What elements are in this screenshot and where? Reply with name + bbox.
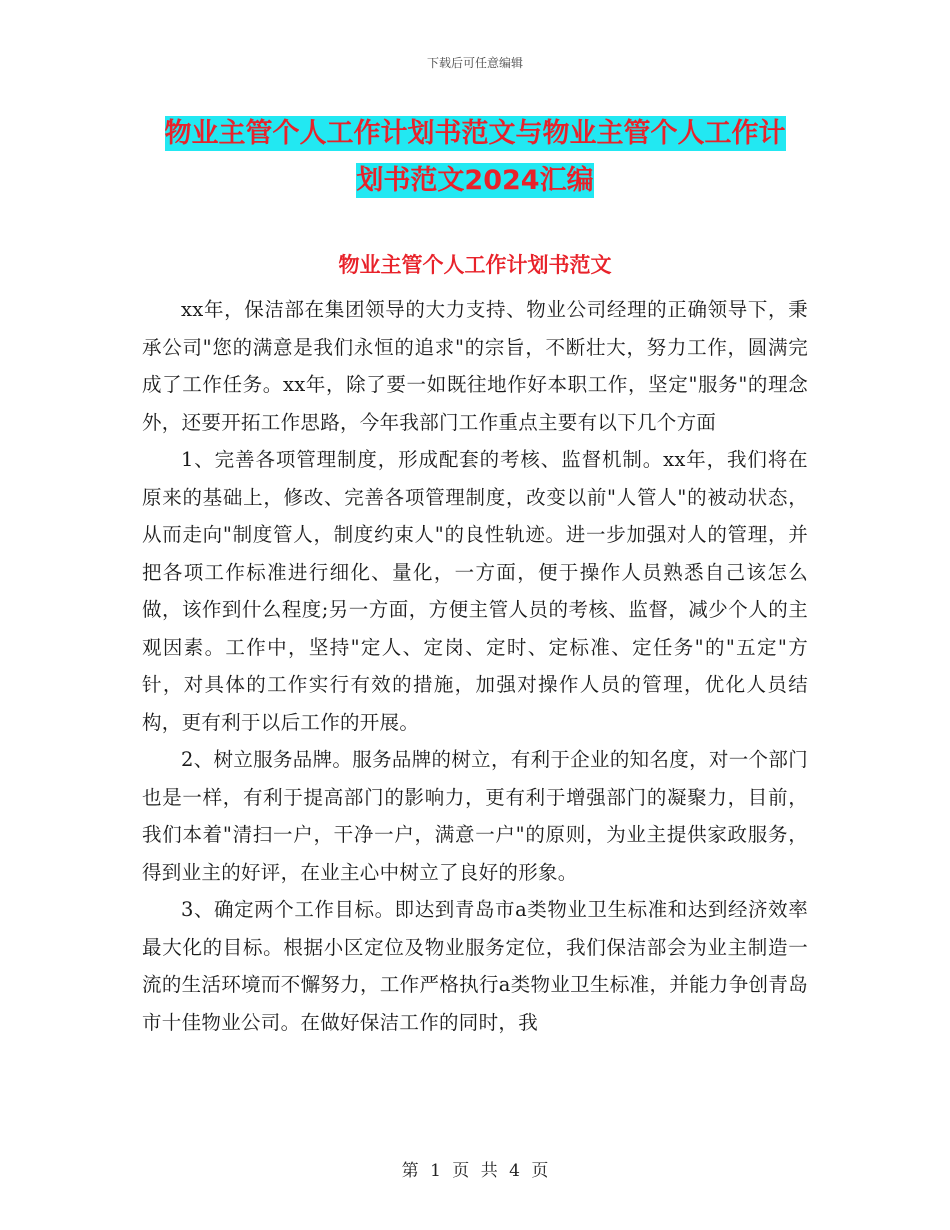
title-line-2: 划书范文2024汇编 — [356, 165, 594, 196]
document-body — [142, 291, 808, 1041]
page-footer: 第 1 页 共 4 页 — [401, 1161, 549, 1181]
document-title — [140, 110, 810, 204]
title-line-1: 物业主管个人工作计划书范文与物业主管个人工作计 — [164, 118, 786, 149]
section-title: 物业主管个人工作计划书范文 — [338, 253, 612, 277]
paragraph: 2、树立服务品牌。服务品牌的树立，有利于企业的知名度，对一个部门也是一样，有利于提高部门的影响力，更有利于增强部门的凝聚力，目前，我们本着"清扫一户，干净一户，满意一户"的原则，为业主提供家政服务，得到业主的好评，在业主心中树立了良好的形象。 — [142, 748, 808, 884]
header-note: 下载后可任意编辑 — [426, 56, 523, 70]
paragraph: xx年，保洁部在集团领导的大力支持、物业公司经理的正确领导下，秉承公司"您的满意是我们永恒的追求"的宗旨，不断壮大，努力工作，圆满完成了工作任务。xx年，除了要一如既往地作好本职工作，坚定"服务"的理念外，还要开拓工作思路，今年我部门工作重点主要有以下几个方面 — [142, 298, 808, 434]
paragraph: 3、确定两个工作目标。即达到青岛市a类物业卫生标准和达到经济效率最大化的目标。根据小区定位及物业服务定位，我们保洁部会为业主制造一流的生活环境而不懈努力，工作严格执行a类物业卫生标准，并能力争创青岛市十佳物业公司。在做好保洁工作的同时，我 — [142, 898, 808, 1034]
paragraph: 1、完善各项管理制度，形成配套的考核、监督机制。xx年，我们将在原来的基础上，修改、完善各项管理制度，改变以前"人管人"的被动状态，从而走向"制度管人，制度约束人"的良性轨迹。进一步加强对人的管理，并把各项工作标准进行细化、量化，一方面，便于操作人员熟悉自己该怎么做，该作到什么程度;另一方面，方便主管人员的考核、监督，减少个人的主观因素。工作中，坚持"定人、定岗、定时、定标准、定任务"的"五定"方针，对具体的工作实行有效的措施，加强对操作人员的管理，优化人员结构，更有利于以后工作的开展。 — [142, 448, 808, 734]
